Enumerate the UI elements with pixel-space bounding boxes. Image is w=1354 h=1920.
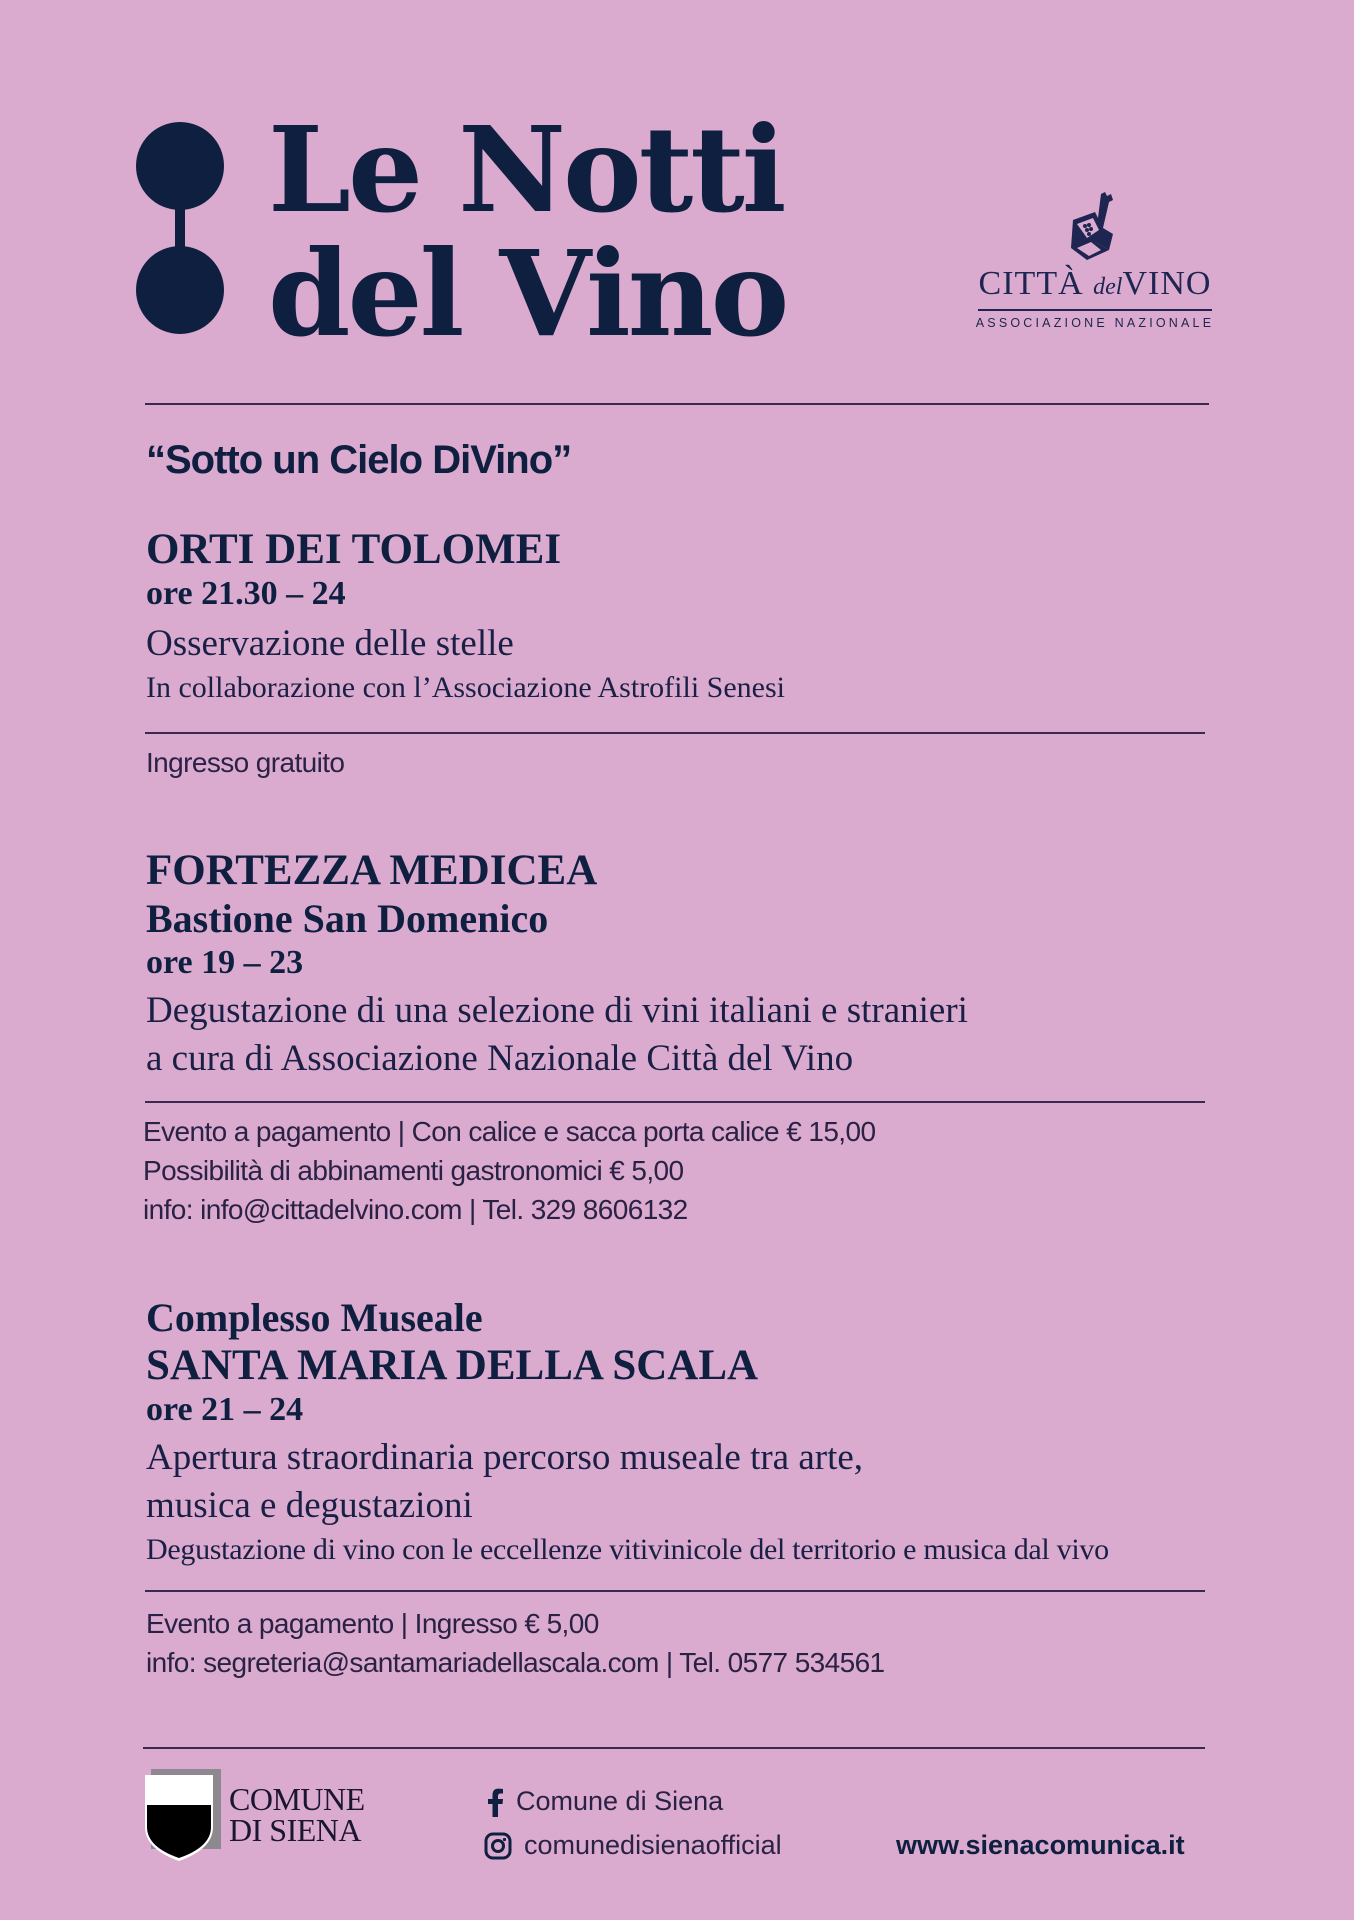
title-line-2: del Vino (268, 224, 787, 363)
citta-del-vino-name: CITTÀ delVINO (978, 265, 1212, 302)
website-link[interactable]: www.sienacomunica.it (896, 1830, 1185, 1860)
event-description-line-2: a cura di Associazione Nazionale Città del Vino (146, 1038, 854, 1079)
venue-name: SANTA MARIA DELLA SCALA (146, 1342, 759, 1389)
event-subtitle: “Sotto un Cielo DiVino” (146, 438, 572, 482)
venue-name: ORTI DEI TOLOMEI (146, 526, 562, 573)
event-description-line-1: Degustazione di una selezione di vini italiani e stranieri (146, 990, 968, 1031)
event-description-line-2: musica e degustazioni (146, 1485, 473, 1526)
event-fortezza-medicea (146, 847, 968, 1083)
event-hours: ore 21.30 – 24 (146, 575, 346, 612)
event-note: In collaborazione con l’Associazione Astrofili Senesi (146, 671, 785, 704)
info-line: Evento a pagamento | Ingresso € 5,00 (146, 1608, 599, 1639)
facebook-link[interactable] (486, 1786, 723, 1817)
divider (145, 1590, 1205, 1592)
divider (145, 1101, 1205, 1103)
instagram-link[interactable] (484, 1830, 782, 1861)
citta-del-vino-logo (975, 188, 1215, 330)
facebook-icon (486, 1787, 504, 1817)
info-line: Evento a pagamento | Con calice e sacca porta calice € 15,00 (143, 1116, 876, 1147)
venue-name: FORTEZZA MEDICEA (146, 847, 598, 894)
event-info (146, 743, 344, 782)
info-line-contact: info: segreteria@santamariadellascala.com | Tel. 0577 534561 (146, 1647, 885, 1678)
event-hours: ore 19 – 23 (146, 944, 304, 981)
event-title (268, 100, 787, 363)
event-hours: ore 21 – 24 (146, 1391, 304, 1428)
divider (143, 1747, 1205, 1749)
title-line-1: Le Notti (268, 100, 784, 239)
venue-subname: Complesso Museale (146, 1295, 483, 1340)
instagram-label: comunedisienaofficial (524, 1830, 782, 1860)
instagram-icon (484, 1832, 512, 1860)
info-line: Possibilità di abbinamenti gastronomici € 5,00 (143, 1155, 684, 1186)
citta-del-vino-subtitle: ASSOCIAZIONE NAZIONALE (975, 316, 1215, 330)
wine-glass-dots-icon (136, 122, 224, 334)
event-info (143, 1112, 875, 1229)
info-line-contact: info: info@cittadelvino.com | Tel. 329 8606132 (143, 1194, 688, 1225)
divider (978, 309, 1212, 311)
event-description: Osservazione delle stelle (146, 623, 514, 664)
citta-del-vino-tower-grape-icon (1065, 188, 1125, 264)
divider (145, 732, 1205, 734)
event-info (146, 1604, 885, 1682)
event-orti-dei-tolomei (146, 526, 785, 708)
divider (145, 403, 1209, 405)
event-note: Degustazione di vino con le eccellenze vitivinicole del territorio e musica dal vivo (146, 1533, 1109, 1566)
event-description-line-1: Apertura straordinaria percorso museale tra arte, (146, 1437, 864, 1478)
facebook-label: Comune di Siena (516, 1786, 724, 1816)
event-santa-maria-della-scala (146, 1294, 1109, 1570)
siena-shield-icon (145, 1769, 221, 1861)
comune-di-siena-logo-text: COMUNE DI SIENA (229, 1781, 365, 1848)
info-line: Ingresso gratuito (146, 747, 345, 778)
venue-subname: Bastione San Domenico (146, 896, 549, 941)
